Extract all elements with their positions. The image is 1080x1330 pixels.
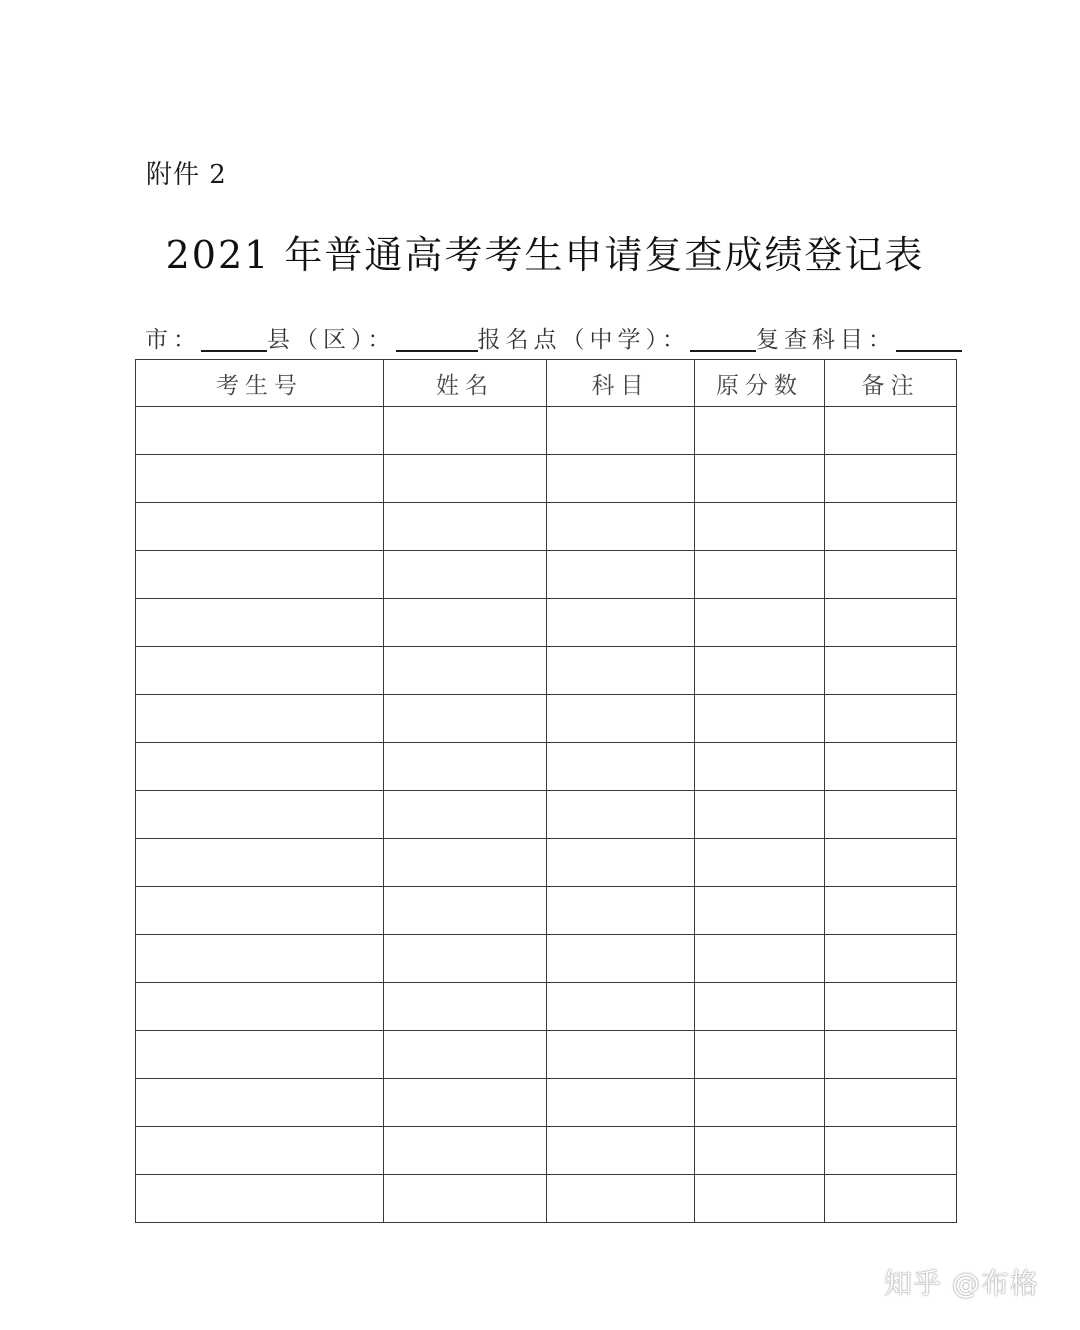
table-cell [384, 1031, 547, 1079]
table-cell [384, 1175, 547, 1223]
table-cell [384, 503, 547, 551]
county-label: 县（区）： [267, 327, 396, 353]
table-cell [136, 647, 384, 695]
header-subject: 科目 [547, 360, 695, 407]
table-row [136, 599, 957, 647]
table-cell [384, 839, 547, 887]
table-header-row [136, 360, 957, 407]
table-cell [547, 503, 695, 551]
header-remarks: 备注 [825, 360, 957, 407]
table-cell [825, 743, 957, 791]
subject-blank [896, 322, 962, 352]
table-row [136, 839, 957, 887]
table-cell [384, 599, 547, 647]
registration-table [135, 359, 957, 1223]
table-cell [384, 1079, 547, 1127]
table-cell [136, 983, 384, 1031]
table-cell [136, 839, 384, 887]
table-cell [384, 407, 547, 455]
table-cell [384, 983, 547, 1031]
table-row [136, 695, 957, 743]
table-cell [547, 407, 695, 455]
table-cell [825, 599, 957, 647]
table-cell [136, 1031, 384, 1079]
table-cell [825, 935, 957, 983]
table-row [136, 1079, 957, 1127]
table-cell [136, 1175, 384, 1223]
table-cell [695, 1127, 825, 1175]
table-cell [825, 407, 957, 455]
table-cell [825, 839, 957, 887]
table-row [136, 647, 957, 695]
table-cell [136, 695, 384, 743]
table-cell [136, 599, 384, 647]
table-cell [695, 743, 825, 791]
table-cell [384, 647, 547, 695]
table-row [136, 407, 957, 455]
table-cell [547, 743, 695, 791]
table-cell [695, 647, 825, 695]
table-cell [825, 983, 957, 1031]
table-cell [547, 791, 695, 839]
table-cell [825, 647, 957, 695]
table-row [136, 503, 957, 551]
table-row [136, 791, 957, 839]
header-name: 姓名 [384, 360, 547, 407]
table-cell [384, 887, 547, 935]
table-cell [825, 503, 957, 551]
table-cell [136, 503, 384, 551]
table-cell [384, 551, 547, 599]
table-cell [695, 503, 825, 551]
table-cell [695, 551, 825, 599]
table-cell [695, 887, 825, 935]
table-cell [384, 455, 547, 503]
attachment-label: 附件 2 [146, 160, 227, 190]
table-row [136, 1175, 957, 1223]
table-cell [695, 407, 825, 455]
site-blank [690, 322, 756, 352]
table-cell [695, 695, 825, 743]
table-cell [825, 455, 957, 503]
table-row [136, 983, 957, 1031]
table-cell [547, 455, 695, 503]
table-cell [695, 791, 825, 839]
table-cell [695, 1031, 825, 1079]
table-cell [825, 1175, 957, 1223]
document-title: 2021 年普通高考考生申请复查成绩登记表 [165, 233, 925, 277]
table-cell [547, 983, 695, 1031]
table-cell [547, 935, 695, 983]
table-cell [695, 455, 825, 503]
county-blank [396, 322, 478, 352]
table-cell [547, 887, 695, 935]
table-cell [547, 1175, 695, 1223]
table-cell [547, 1127, 695, 1175]
table-cell [825, 1031, 957, 1079]
table-row [136, 887, 957, 935]
table-cell [136, 551, 384, 599]
table-cell [825, 791, 957, 839]
table-cell [547, 839, 695, 887]
table-cell [136, 935, 384, 983]
site-label: 报名点（中学）： [477, 327, 690, 353]
table-cell [136, 407, 384, 455]
table-cell [384, 935, 547, 983]
table-cell [695, 839, 825, 887]
table-cell [384, 743, 547, 791]
table-cell [825, 695, 957, 743]
table-cell [384, 1127, 547, 1175]
table-cell [136, 887, 384, 935]
table-cell [547, 1031, 695, 1079]
subject-label: 复查科目： [756, 327, 896, 353]
table-cell [547, 1079, 695, 1127]
table-row [136, 743, 957, 791]
table-cell [547, 695, 695, 743]
table-row [136, 1127, 957, 1175]
table-cell [825, 1079, 957, 1127]
table-cell [825, 551, 957, 599]
table-row [136, 551, 957, 599]
table-cell [136, 791, 384, 839]
table-cell [825, 887, 957, 935]
table-cell [695, 1175, 825, 1223]
table-cell [136, 1079, 384, 1127]
table-cell [695, 935, 825, 983]
table-row [136, 455, 957, 503]
table-row [136, 1031, 957, 1079]
header-original-score: 原分数 [695, 360, 825, 407]
table-cell [547, 551, 695, 599]
table-cell [136, 743, 384, 791]
table-body [136, 407, 957, 1223]
table-cell [547, 647, 695, 695]
table-cell [136, 455, 384, 503]
table-cell [695, 983, 825, 1031]
header-exam-number: 考生号 [136, 360, 384, 407]
table-cell [547, 599, 695, 647]
info-line [145, 322, 960, 358]
table-cell [695, 599, 825, 647]
table-cell [825, 1127, 957, 1175]
table-row [136, 935, 957, 983]
table-cell [384, 791, 547, 839]
city-label: 市： [145, 327, 201, 353]
table-cell [695, 1079, 825, 1127]
table-cell [136, 1127, 384, 1175]
watermark: 知乎 @布格 [884, 1267, 1039, 1300]
city-blank [201, 322, 267, 352]
table-cell [384, 695, 547, 743]
